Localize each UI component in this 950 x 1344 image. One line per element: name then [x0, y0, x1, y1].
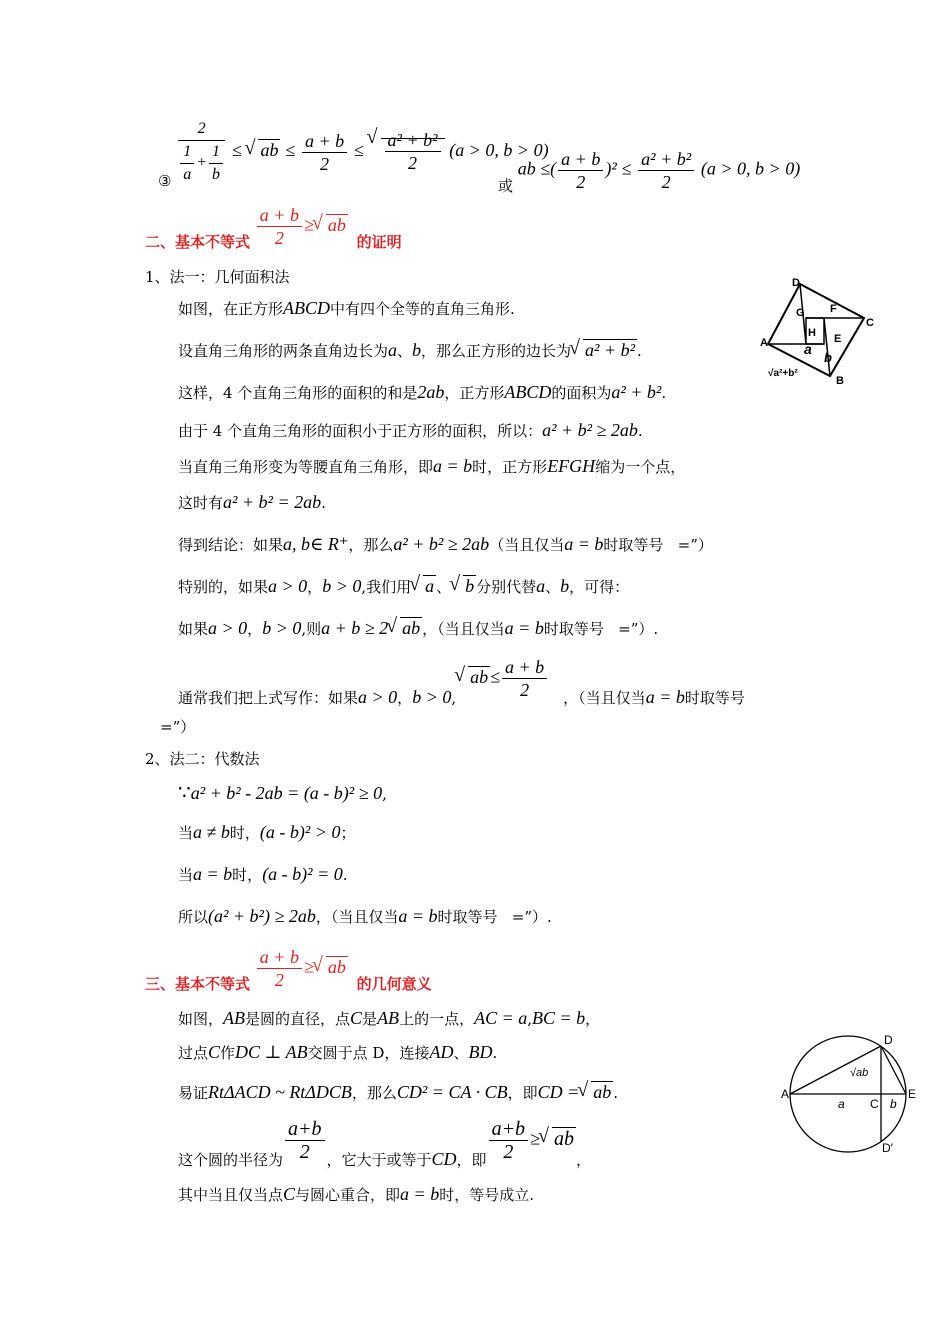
m1-line-7: 得到结论：如果a, b∈ R⁺，那么a² + b² ≥ 2ab（当且仅当a = b时取等号 =”）	[178, 534, 713, 554]
circle-proof-figure	[780, 1032, 920, 1158]
label-D: D	[884, 1033, 893, 1047]
section-2-heading: 二、基本不等式 $\frac{a + b}{2}$ ≥√ ab 的证明	[145, 204, 402, 249]
label-C: C	[870, 1097, 879, 1111]
label-H: H	[808, 327, 816, 339]
method-2-title: 2、法二：代数法	[145, 750, 260, 768]
harmonic-mean-fraction: 2 $\frac{1}{a}$ + $\frac{1}{b}$	[178, 118, 225, 186]
label-F: F	[830, 303, 837, 315]
sqrt-ab: √ ab	[246, 140, 280, 161]
method-1-title: 1、法一：几何面积法	[145, 268, 290, 286]
label-D: D	[792, 277, 800, 289]
label-a: a	[804, 341, 812, 357]
geo-line-3: 易证RtΔACD ~ RtΔDCB，那么CD² = CA · CB，即CD =√ ab .	[178, 1082, 618, 1103]
inequality-alt: 或 ab ≤( $\frac{a + b}{2}$ )² ≤ $\frac{\text{a² + b²}}{2}$ (a > 0, b > 0)	[498, 149, 801, 195]
label-side: √a²+b²	[768, 368, 798, 379]
m2-line-4: 所以(a² + b²) ≥ 2ab，（当且仅当a = b时取等号 =”）.	[178, 906, 552, 926]
m2-line-3: 当a = b时，(a - b)² = 0.	[178, 864, 348, 884]
label-a: a	[838, 1097, 845, 1111]
m1-line-10: 通常我们把上式写作：如果a > 0，b > 0,√ ab ≤ $\frac{a + b}{2}$ ，（当且仅当a = b时取等号	[178, 656, 745, 701]
arithmetic-mean-fraction: $\frac{a + b}{2}$	[302, 130, 347, 175]
geo-line-5: 其中当且仅当点C与圆心重合，即a = b时，等号成立.	[178, 1184, 534, 1204]
m1-line-8: 特别的，如果a > 0，b > 0,我们用√ a 、√ b 分别代替a、b，可得：	[178, 576, 629, 597]
quadratic-mean-root: √ $\frac{\text{a² + b²}}{2}$	[369, 129, 445, 174]
m2-line-2: 当a ≠ b时，(a - b)² > 0；	[178, 822, 356, 842]
label-C: C	[866, 317, 874, 329]
m1-line-11: =”）	[160, 718, 196, 736]
label-sqrt-ab: √ab	[850, 1067, 869, 1079]
m2-line-1: ∵a² + b² - 2ab = (a - b)² ≥ 0,	[178, 780, 387, 804]
label-D-prime: D′	[882, 1141, 893, 1155]
label-G: G	[796, 307, 805, 319]
label-B: B	[836, 375, 844, 387]
geo-line-4: 这个圆的半径为 $\frac{a+b}{2}$ ，它大于或等于CD，即 $\frac{a+b}{2}$ ≥√ ab，	[178, 1118, 591, 1163]
geo-line-2: 过点C作DC ⊥ AB交圆于点 D，连接AD、BD.	[178, 1042, 498, 1062]
label-b: b	[824, 350, 832, 365]
m1-line-5: 当直角三角形变为等腰直角三角形，即a = b时，正方形EFGH缩为一个点，	[178, 456, 686, 476]
geo-line-1: 如图，AB是圆的直径，点C是AB上的一点，AC = a,BC = b，	[178, 1008, 601, 1028]
m1-line-2: 设直角三角形的两条直角边长为a、b，那么正方形的边长为√ a² + b² .	[178, 340, 642, 361]
inequality-chain-3: ③ 2 $\frac{1}{a}$ + $\frac{1}{b}$ ≤ √ ab ≤ $\frac{a + b}{2}$ ≤ √ $\frac{\text{a² + b²}}{2}$ (a > 0, b > 0)	[158, 118, 549, 186]
label-E: E	[834, 333, 842, 345]
section-3-heading: 三、基本不等式 $\frac{a + b}{2}$ ≥√ ab 的几何意义	[145, 946, 432, 991]
label-E: E	[908, 1087, 917, 1101]
m1-line-6: 这时有a² + b² = 2ab.	[178, 492, 326, 512]
item-marker: ③	[158, 172, 172, 190]
m1-line-1: 如图，在正方形ABCD中有四个全等的直角三角形.	[178, 298, 515, 318]
square-proof-figure	[758, 272, 884, 394]
label-b: b	[890, 1097, 897, 1111]
m1-line-3: 这样，4 个直角三角形的面积的和是2ab，正方形ABCD的面积为a² + b².	[178, 382, 667, 402]
m1-line-4: 由于 4 个直角三角形的面积小于正方形的面积，所以：a² + b² ≥ 2ab.	[178, 420, 643, 440]
label-A: A	[781, 1087, 790, 1101]
m1-line-9: 如果a > 0，b > 0,则a + b ≥ 2√ ab ，（当且仅当a = b时取等号 =”）.	[178, 618, 658, 639]
label-A: A	[760, 337, 768, 349]
